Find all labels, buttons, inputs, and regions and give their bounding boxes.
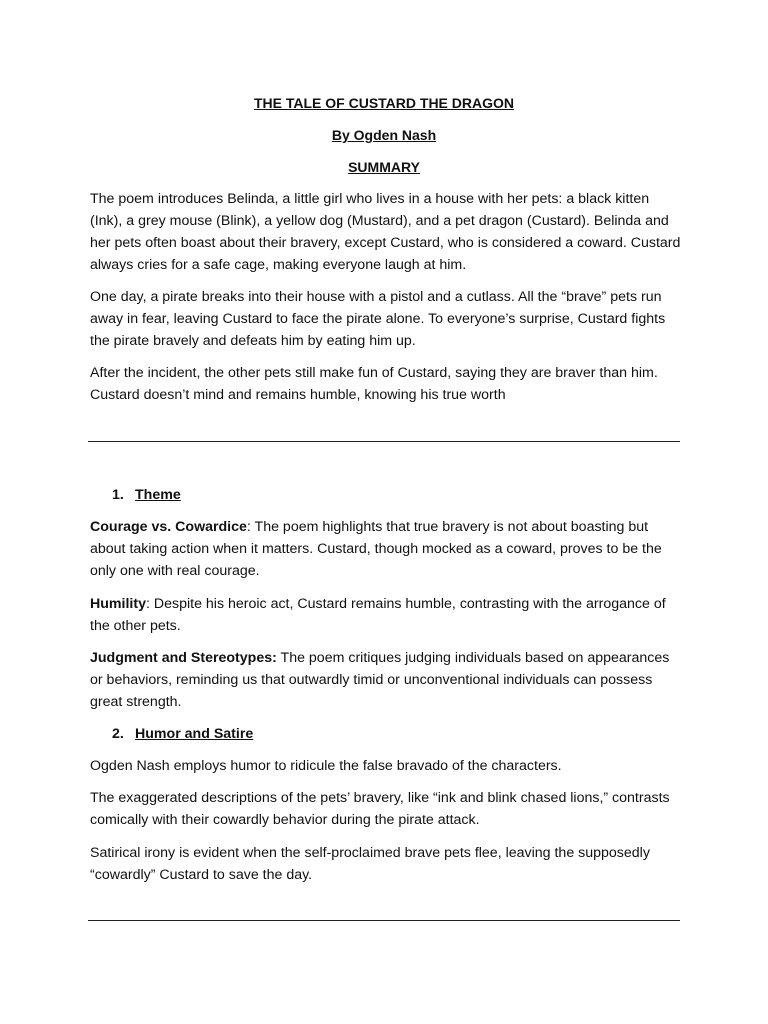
section-number: 1. xyxy=(112,487,124,503)
section-divider xyxy=(88,441,680,442)
document-title: THE TALE OF CUSTARD THE DRAGON xyxy=(253,95,515,111)
section-heading-humor xyxy=(112,723,253,745)
theme-term: Humility xyxy=(90,596,146,612)
humor-paragraph: Ogden Nash employs humor to ridicule the false bravado of the characters. xyxy=(90,758,562,774)
summary-heading: SUMMARY xyxy=(348,159,420,175)
section-title: Theme xyxy=(135,487,181,503)
theme-separator: : xyxy=(246,519,251,535)
section-divider xyxy=(88,920,680,921)
section-heading-theme xyxy=(112,484,181,506)
summary-paragraph: The poem introduces Belinda, a little girl who lives in a house with her pets: a black kitten (Ink), a grey mouse (Blink), a yellow dog (Mustard), and a pet dragon (Custard). Belinda and her pets often boast about their bravery, except Custard, who is considered a coward. Custard always cries for a safe cage, making everyone laugh at him. xyxy=(90,191,681,273)
humor-paragraph: The exaggerated descriptions of the pets’ bravery, like “ink and blink chased lions,” contrasts comically with their cowardly behavior during the pirate attack. xyxy=(90,790,670,828)
theme-term: Judgment and Stereotypes: xyxy=(90,650,277,666)
document-byline: By Ogden Nash xyxy=(331,127,437,143)
theme-text: The poem highlights that true bravery is not about boasting but about taking action when it matters. Custard, though mocked as a coward, proves to be the only one with real courage. xyxy=(90,519,662,579)
section-title: Humor and Satire xyxy=(135,726,254,742)
theme-item-humility xyxy=(90,593,682,637)
theme-term: Courage vs. Cowardice xyxy=(90,519,247,535)
theme-item-judgment xyxy=(90,647,682,713)
humor-paragraph: Satirical irony is evident when the self-proclaimed brave pets flee, leaving the supposedly “cowardly” Custard to save the day. xyxy=(90,845,650,883)
summary-paragraph: One day, a pirate breaks into their house with a pistol and a cutlass. All the “brave” pets run away in fear, leaving Custard to face the pirate alone. To everyone’s surprise, Custard fights the pirate bravely and defeats him by eating him up. xyxy=(90,289,666,349)
summary-paragraph: After the incident, the other pets still make fun of Custard, saying they are braver than him. Custard doesn’t mind and remains humble, knowing his true worth xyxy=(90,365,658,403)
section-number: 2. xyxy=(112,726,124,742)
theme-separator: : xyxy=(145,596,150,612)
theme-item-courage xyxy=(90,516,682,582)
theme-text: The poem critiques judging individuals based on appearances or behaviors, reminding us that outwardly timid or unconventional individuals can possess great strength. xyxy=(90,650,670,710)
theme-text: Despite his heroic act, Custard remains humble, contrasting with the arrogance of the other pets. xyxy=(90,596,666,634)
